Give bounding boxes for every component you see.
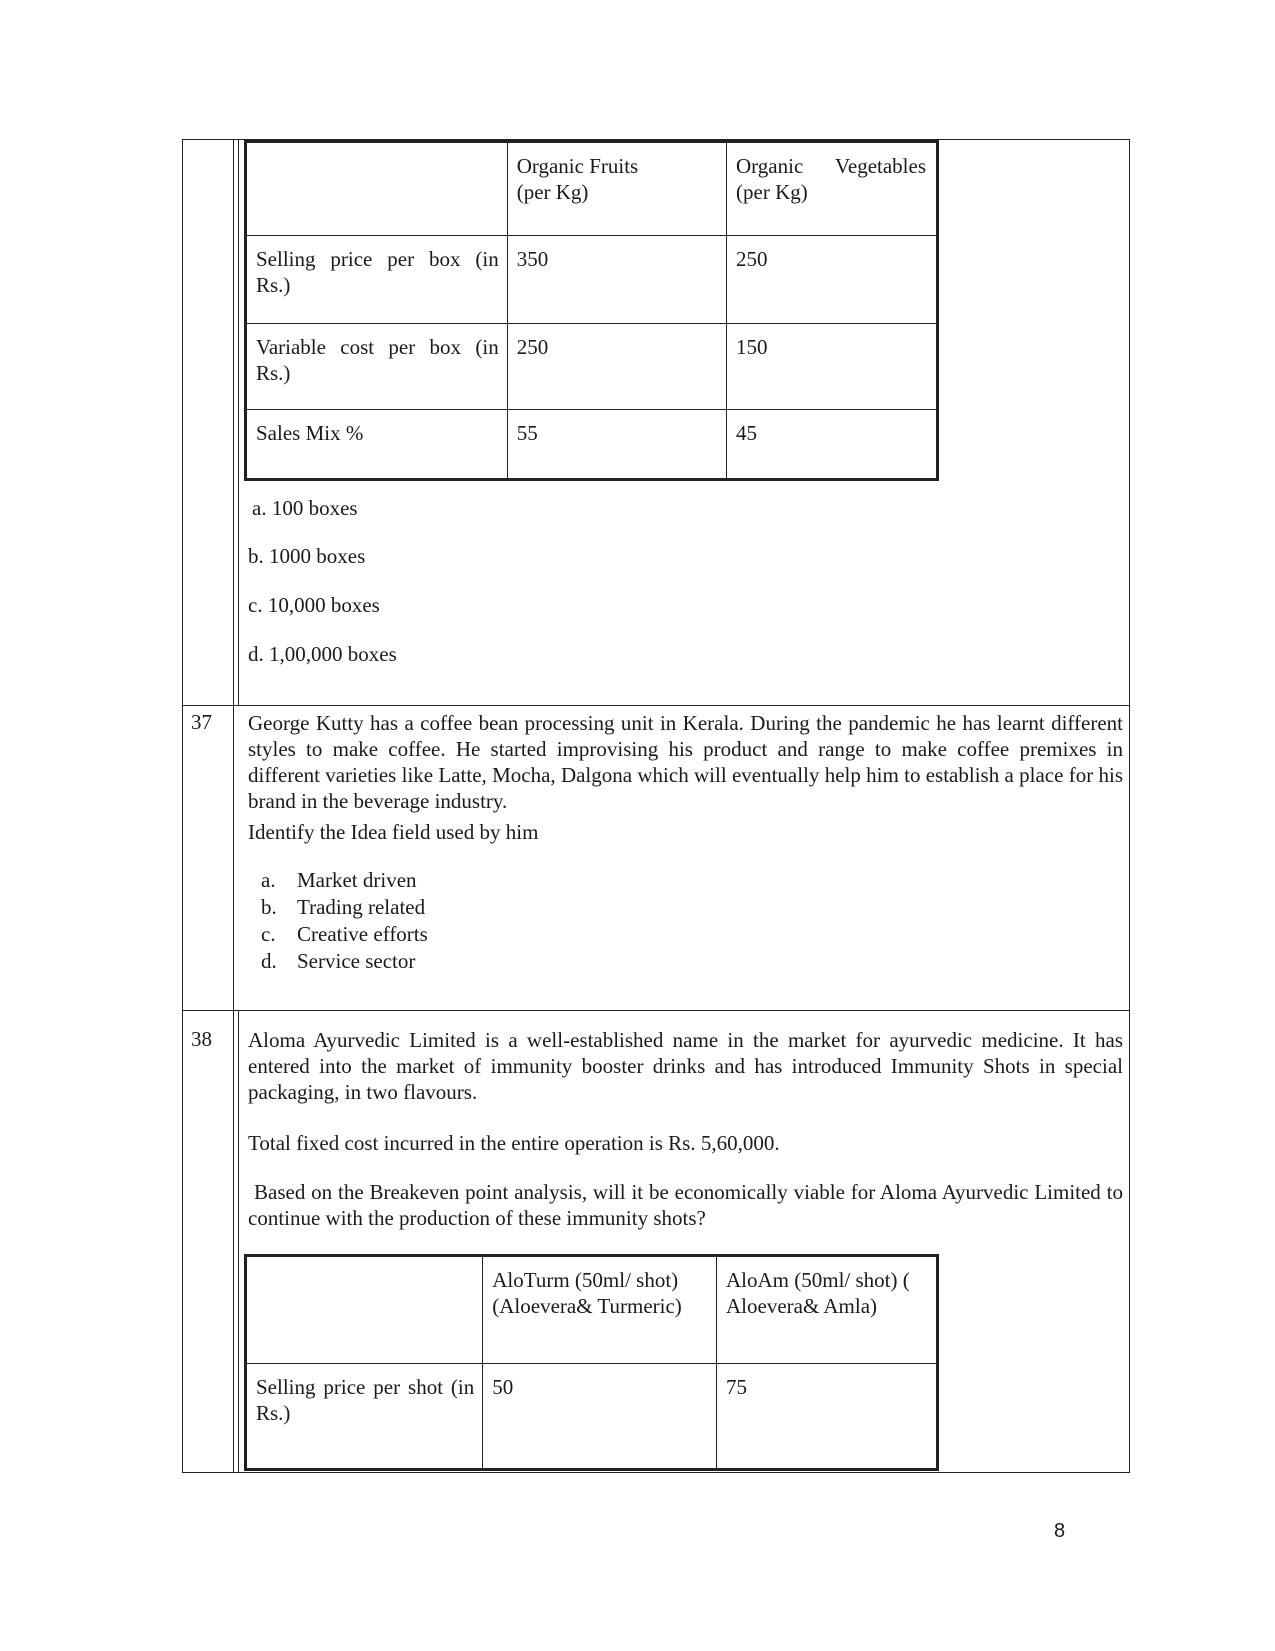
q36-cell: 350 <box>507 236 726 324</box>
q36-cell: 250 <box>507 324 726 410</box>
q36-row-label: Sales Mix % <box>246 410 508 480</box>
number-column-divider-inner <box>238 140 239 705</box>
q37-question: Identify the Idea field used by him <box>248 820 539 844</box>
q36-header-vegetables: Organic Vegetables (per Kg) <box>727 142 938 236</box>
q38-fixed-cost: Total fixed cost incurred in the entire operation is Rs. 5,60,000. <box>248 1131 780 1155</box>
q36-data-table <box>244 140 939 481</box>
q36-option-d: d. 1,00,000 boxes <box>248 642 397 666</box>
number-column-divider <box>233 140 234 1472</box>
q36-header-fruits: Organic Fruits (per Kg) <box>507 142 726 236</box>
q37-option: b. Trading related <box>261 895 426 919</box>
q38-question: Based on the Breakeven point analysis, will it be economically viable for Aloma Ayurvedic Limited to continue with the production of these immunity shots? <box>248 1180 1123 1230</box>
q38-header-empty <box>246 1256 483 1364</box>
q38-cell: 50 <box>483 1364 717 1470</box>
q38-data-table <box>244 1254 939 1471</box>
q38-cell: 75 <box>717 1364 938 1470</box>
q38-text: Aloma Ayurvedic Limited is a well-established name in the market for ayurvedic medicine. It has entered into the market of immunity booster drinks and has introduced Immunity Shots in special packaging, in two flavours. <box>248 1028 1123 1104</box>
q36-row-label: Selling price per box (in Rs.) <box>246 236 508 324</box>
q38-header-aloam: AloAm (50ml/ shot) ( Aloevera& Amla) <box>717 1256 938 1364</box>
q36-cell: 150 <box>727 324 938 410</box>
q37-option: d. Service sector <box>261 949 416 973</box>
page-number: 8 <box>1054 1520 1066 1542</box>
question-table <box>182 139 1130 1473</box>
q37-option: a. Market driven <box>261 868 417 892</box>
question-number-37: 37 <box>191 710 212 734</box>
question-number-38: 38 <box>191 1027 212 1051</box>
q36-cell: 45 <box>727 410 938 480</box>
q36-header-empty <box>246 142 508 236</box>
q36-cell: 250 <box>727 236 938 324</box>
q36-option-b: b. 1000 boxes <box>248 544 366 568</box>
number-column-divider-inner-2 <box>238 1010 239 1472</box>
q37-option: c. Creative efforts <box>261 922 428 946</box>
q36-option-c: c. 10,000 boxes <box>248 593 380 617</box>
q37-options-list <box>261 867 428 975</box>
q38-row-label: Selling price per shot (in Rs.) <box>246 1364 483 1470</box>
q37-text: George Kutty has a coffee bean processing unit in Kerala. During the pandemic he has learnt different styles to make coffee. He started improvising his product and range to make coffee premixes in different varieties like Latte, Mocha, Dalgona which will eventually help him to establish a place for his brand in the beverage industry. <box>248 711 1123 813</box>
q38-header-aloturm: AloTurm (50ml/ shot) (Aloevera& Turmeric) <box>483 1256 717 1364</box>
q36-row-label: Variable cost per box (in Rs.) <box>246 324 508 410</box>
row-divider <box>183 705 1129 706</box>
q36-option-a: a. 100 boxes <box>252 496 358 520</box>
q36-cell: 55 <box>507 410 726 480</box>
row-divider <box>183 1010 1129 1011</box>
